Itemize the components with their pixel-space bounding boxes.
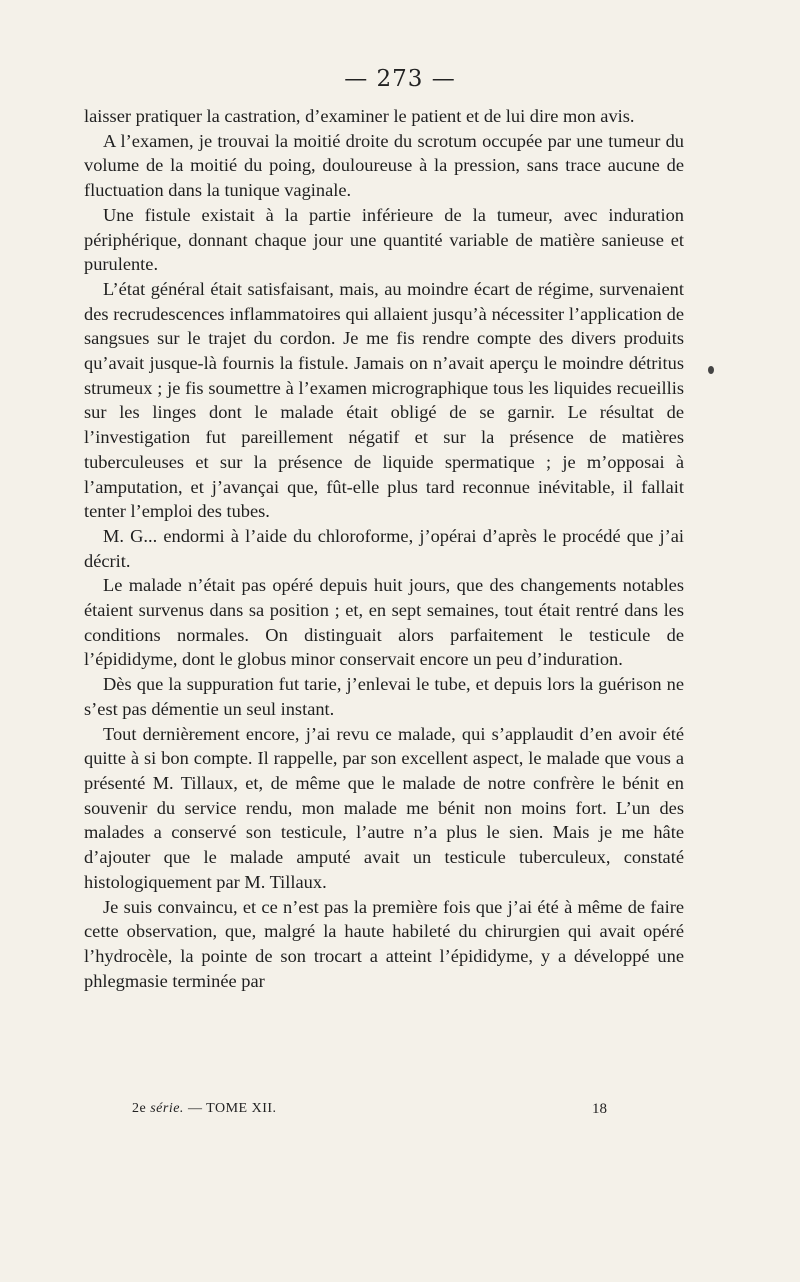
page-number: — 273 — (344, 66, 456, 92)
paragraph-continuation: laisser pratiquer la castration, d’examiner le patient et de lui dire mon avis. (84, 106, 635, 126)
body-text (84, 104, 684, 993)
tome-label: — TOME XII. (183, 1101, 277, 1116)
paragraph: Je suis convaincu, et ce n’est pas la première fois que j’ai été à même de faire cette observation, que, malgré la haute habileté du chirurgien qui avait opéré l’hydrocèle, la pointe de son trocart a atteint l’épididyme, y a développé une phlegmasie terminée par (84, 896, 684, 991)
signature-mark (132, 1101, 277, 1117)
paragraph: Le malade n’était pas opéré depuis huit jours, que des changements notables étaient survenus dans sa position ; et, en sept semaines, tout était rentré dans les conditions normales. On distinguait alors parfaitement le testicule de l’épididyme, dont le globus minor conservait encore un peu d’induration. (84, 575, 684, 670)
ink-spot (708, 366, 714, 374)
series-label: série. (150, 1101, 184, 1116)
series-number: 2e (132, 1101, 151, 1116)
paragraph: Dès que la suppuration fut tarie, j’enlevai le tube, et depuis lors la guérison ne s’est pas démentie un seul instant. (84, 674, 684, 719)
paragraph: Une fistule existait à la partie inférieure de la tumeur, avec induration périphérique, donnant chaque jour une quantité variable de matière sanieuse et purulente. (84, 204, 684, 275)
paragraph: Tout dernièrement encore, j’ai revu ce malade, qui s’applaudit d’en avoir été quitte à si bon compte. Il rappelle, par son excellent aspect, le malade que vous a présenté M. Tillaux, et, de même que le malade de notre confrère le bénit en souvenir du service rendu, mon malade me bénit non moins fort. L’un des malades a conservé son testicule, l’autre n’a plus le sien. Mais je me hâte d’ajouter que le malade amputé avait un testicule tuberculeux, constaté histologiquement par M. Tillaux. (84, 723, 684, 892)
paragraph: A l’examen, je trouvai la moitié droite du scrotum occupée par une tumeur du volume de la moitié du poing, douloureuse à la pression, sans trace aucune de fluctuation dans la tunique vaginale. (84, 130, 684, 201)
paragraph: M. G... endormi à l’aide du chloroforme, j’opérai d’après le procédé que j’ai décrit. (84, 525, 684, 571)
sheet-number: 18 (592, 1101, 607, 1117)
paragraph: L’état général était satisfaisant, mais, au moindre écart de régime, survenaient des recrudescences inflammatoires qui allaient jusqu’à nécessiter l’application de sangsues sur le trajet du cordon. Je me fis rendre compte des divers produits qu’avait jusque-là fournis la fistule. Jamais on n’avait aperçu le moindre détritus strumeux ; je fis soumettre à l’examen micrographique tous les liquides recueillis sur les linges dont le malade était obligé de se garnir. Le résultat de l’investigation fut pareillement négatif et sur la présence de matières tuberculeuses et sur la présence de liquide spermatique ; je m’opposai à l’amputation, et j’avançai que, fût-elle plus tard reconnue inévitable, il fallait tenter l’emploi des tubes. (84, 278, 684, 522)
